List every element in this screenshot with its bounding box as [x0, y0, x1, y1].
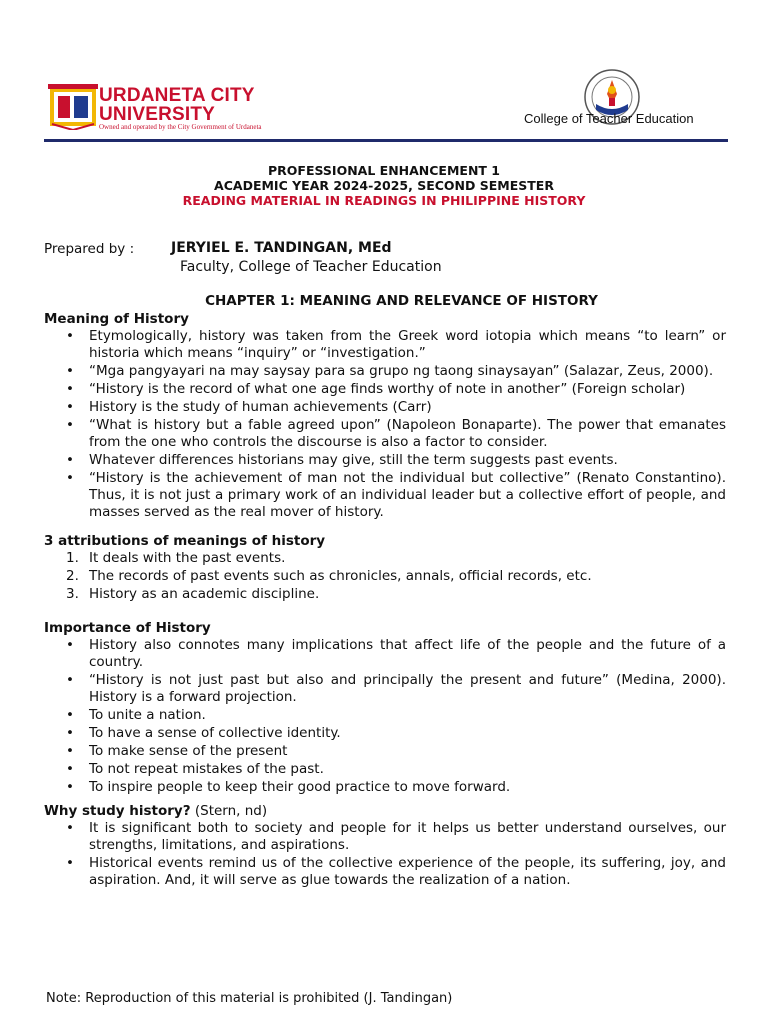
title-block	[0, 163, 768, 208]
list-item: • To unite a nation.	[44, 707, 726, 724]
list-text: It deals with the past events.	[89, 550, 286, 566]
heading-attributions: 3 attributions of meanings of history	[44, 533, 326, 549]
list-item: • To make sense of the present	[44, 743, 726, 760]
list-item: • Etymologically, history was taken from the Greek word iotopia which means “to learn” or historia which means “inquiry” or “investigation.”	[44, 328, 726, 362]
list-number: 3.	[66, 586, 79, 602]
prepared-by-label: Prepared by :	[44, 241, 135, 257]
list-number: 1.	[66, 550, 79, 566]
chapter-title: CHAPTER 1: MEANING AND RELEVANCE OF HISTORY	[205, 293, 598, 309]
list-item: • History is the study of human achievements (Carr)	[44, 399, 726, 416]
list-item: • Whatever differences historians may give, still the term suggests past events.	[44, 452, 726, 469]
university-name: URDANETA CITY UNIVERSITY	[99, 85, 255, 125]
list-number: 2.	[66, 568, 79, 584]
why-heading-citation: (Stern, nd)	[190, 803, 268, 819]
list-item: • Historical events remind us of the collective experience of the people, its suffering, joy, and aspiration. And, it will serve as glue towards the realization of a nation.	[44, 855, 726, 889]
importance-list	[44, 637, 726, 796]
list-item	[44, 568, 726, 585]
list-item: • “Mga pangyayari na may saysay para sa grupo ng taong sinaysayan” (Salazar, Zeus, 2000).	[44, 363, 726, 380]
list-item: • “History is the achievement of man not the individual but collective” (Renato Constantino). Thus, it is not just a primary work of an individual leader but a collective effort of people, and masses served as the real mover of history.	[44, 470, 726, 521]
list-item: • To have a sense of collective identity.	[44, 725, 726, 742]
list-text: The records of past events such as chronicles, annals, official records, etc.	[89, 568, 592, 584]
academic-year: ACADEMIC YEAR 2024-2025, SECOND SEMESTER	[214, 178, 554, 193]
university-tagline: Owned and operated by the City Government of Urdaneta	[99, 123, 262, 131]
list-item	[44, 550, 726, 567]
why-heading-text: Why study history?	[44, 803, 191, 819]
footer-note: Note: Reproduction of this material is prohibited (J. Tandingan)	[46, 991, 453, 1006]
list-text: History as an academic discipline.	[89, 586, 320, 602]
header-rule	[44, 139, 728, 142]
author-role: Faculty, College of Teacher Education	[180, 259, 442, 275]
list-item: • It is significant both to society and people for it helps us better understand ourselves, our strengths, limitations, and aspirations.	[44, 820, 726, 854]
content	[44, 311, 726, 890]
heading-meaning-of-history: Meaning of History	[44, 311, 189, 327]
list-item: • “History is the record of what one age finds worthy of note in another” (Foreign scholar)	[44, 381, 726, 398]
list-item: • “What is history but a fable agreed upon” (Napoleon Bonaparte). The power that emanates from the one who controls the discourse is also a factor to consider.	[44, 417, 726, 451]
course-title: PROFESSIONAL ENHANCEMENT 1	[268, 163, 500, 178]
college-name: College of Teacher Education	[524, 111, 694, 126]
list-item: • To not repeat mistakes of the past.	[44, 761, 726, 778]
list-item: • “History is not just past but also and principally the present and future” (Medina, 2000). History is a forward projection.	[44, 672, 726, 706]
list-item: • To inspire people to keep their good practice to move forward.	[44, 779, 726, 796]
attributions-list	[44, 550, 726, 603]
author-name: JERYIEL E. TANDINGAN, MEd	[171, 240, 392, 256]
university-logo	[48, 84, 98, 130]
list-item: • History also connotes many implications that affect life of the people and the future of a country.	[44, 637, 726, 671]
heading-importance: Importance of History	[44, 620, 211, 636]
why-list	[44, 820, 726, 889]
reading-material-title: READING MATERIAL IN READINGS IN PHILIPPINE HISTORY	[182, 193, 586, 208]
heading-why-study-history	[44, 803, 726, 820]
list-item	[44, 586, 726, 603]
meaning-list	[44, 328, 726, 521]
